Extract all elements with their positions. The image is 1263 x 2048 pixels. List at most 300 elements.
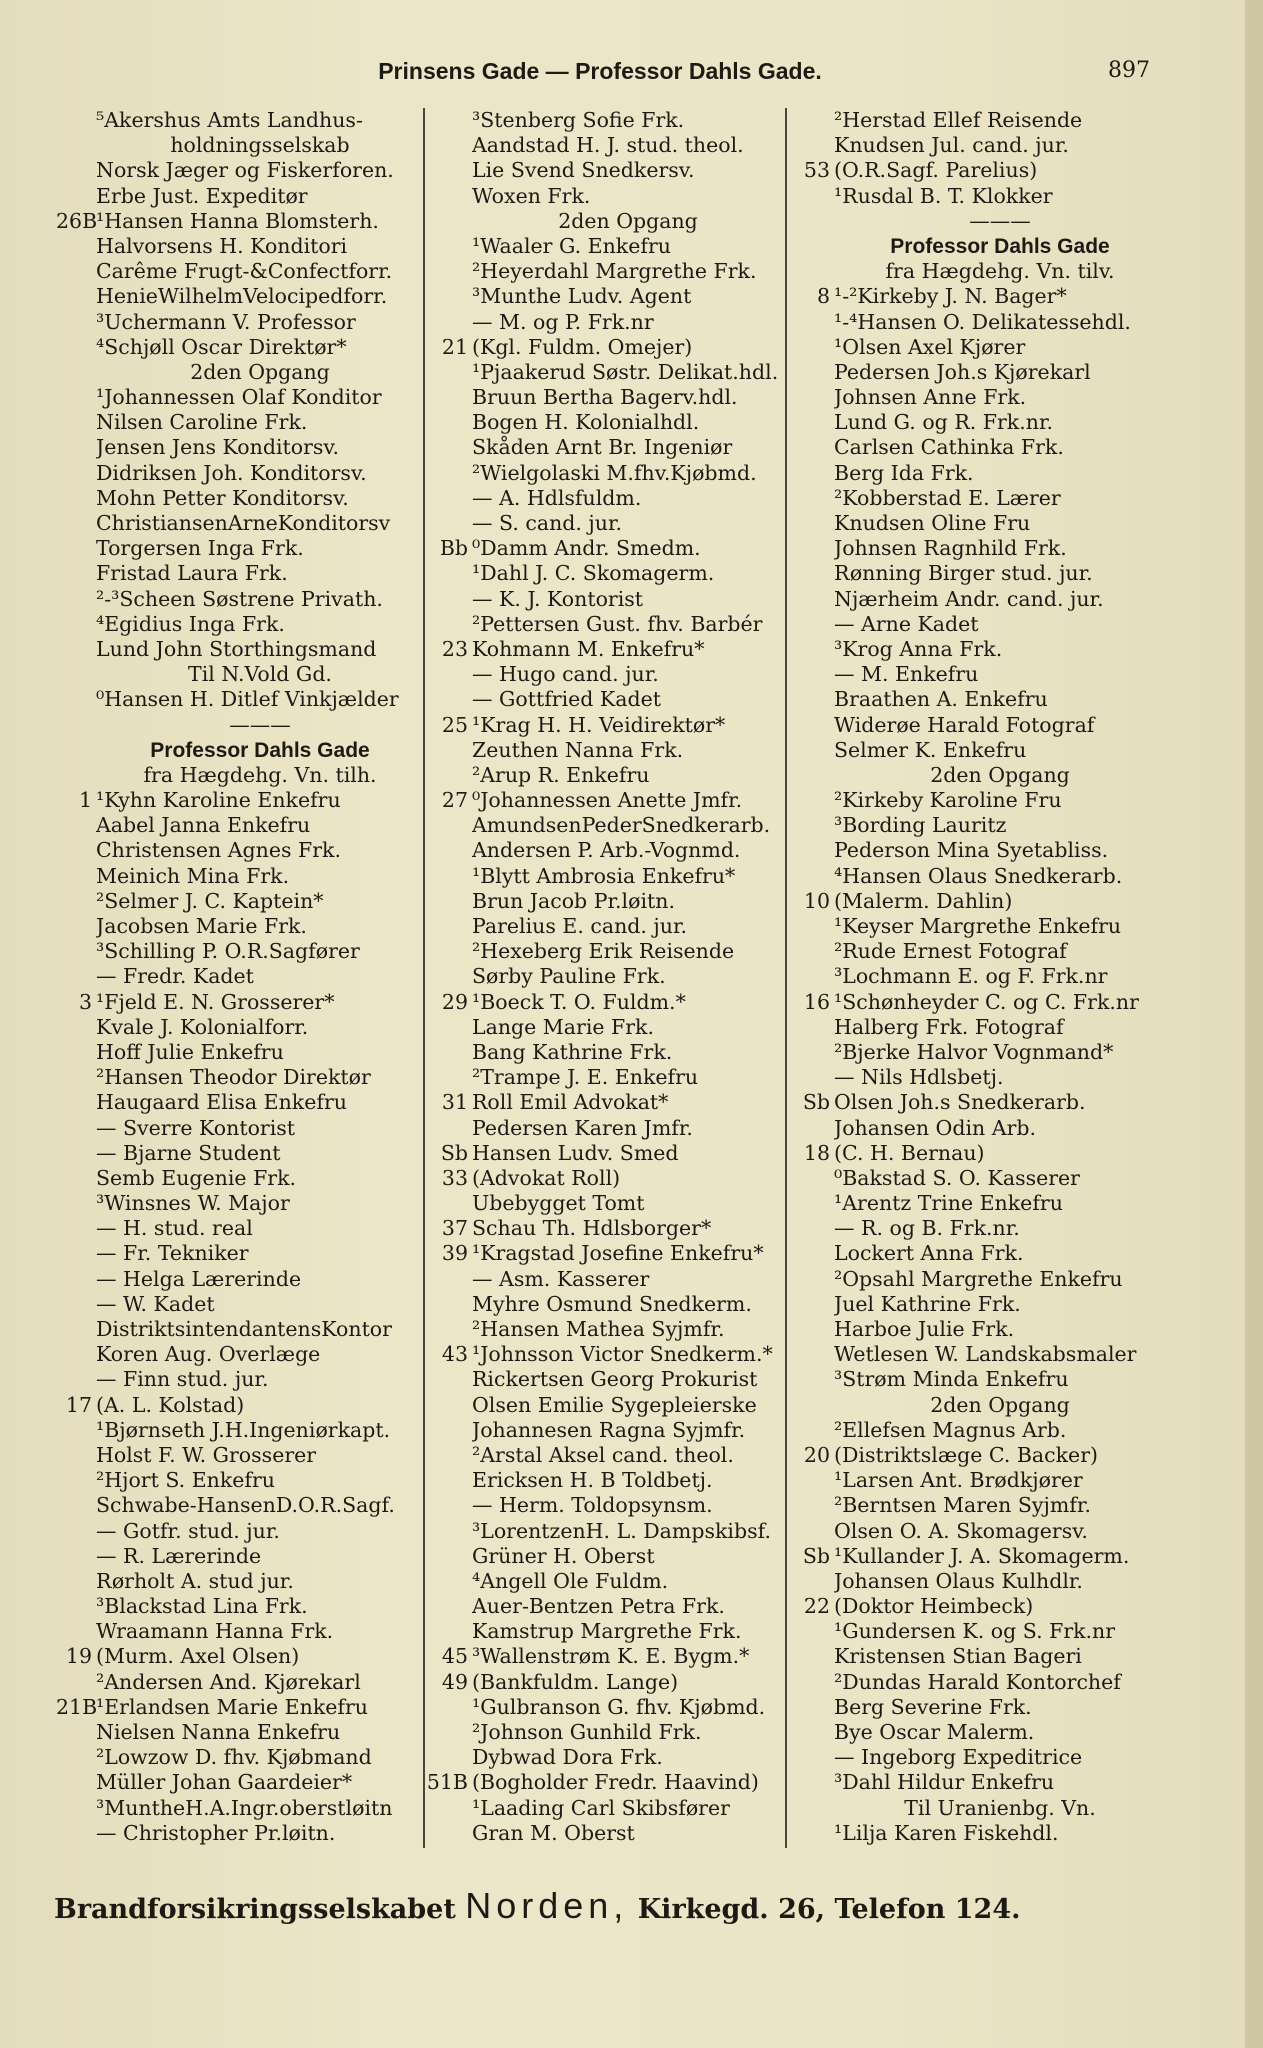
house-number bbox=[56, 1015, 96, 1040]
entry-text: Rickertsen Georg Prokurist bbox=[472, 1367, 758, 1392]
house-number bbox=[786, 1418, 834, 1443]
house-number bbox=[786, 133, 834, 158]
house-number bbox=[56, 1141, 96, 1166]
house-number bbox=[786, 612, 834, 637]
directory-entry bbox=[786, 1292, 1166, 1317]
directory-entry bbox=[424, 511, 784, 536]
house-number bbox=[56, 158, 96, 183]
directory-entry bbox=[424, 813, 784, 838]
house-number bbox=[56, 889, 96, 914]
house-number bbox=[786, 1342, 834, 1367]
house-number bbox=[786, 1065, 834, 1090]
entry-text: Johnsen Ragnhild Frk. bbox=[834, 536, 1067, 561]
entry-text: (Bankfuldm. Lange) bbox=[472, 1669, 679, 1694]
entry-text: ³Krog Anna Frk. bbox=[834, 636, 1003, 661]
house-number bbox=[56, 461, 96, 486]
directory-entry bbox=[786, 662, 1166, 687]
directory-entry bbox=[786, 914, 1166, 939]
directory-entry bbox=[56, 486, 424, 511]
directory-entry bbox=[786, 838, 1166, 863]
directory-entry bbox=[56, 838, 424, 863]
directory-entry bbox=[424, 1493, 784, 1518]
entry-text: Semb Eugenie Frk. bbox=[96, 1165, 297, 1190]
house-number bbox=[56, 1267, 96, 1292]
house-number bbox=[56, 1594, 96, 1619]
house-number bbox=[56, 1745, 96, 1770]
directory-entry bbox=[56, 1443, 424, 1468]
directory-entry bbox=[786, 385, 1166, 410]
entry-text: ²-³Scheen Søstrene Privath. bbox=[96, 586, 383, 611]
directory-entry bbox=[786, 1619, 1166, 1644]
entry-text: ²Dundas Harald Kontorchef bbox=[834, 1669, 1121, 1694]
directory-entry bbox=[424, 612, 784, 637]
entry-text: ³Bording Lauritz bbox=[834, 813, 1007, 838]
directory-column-1 bbox=[56, 108, 424, 1846]
house-number bbox=[424, 1619, 472, 1644]
house-number bbox=[56, 813, 96, 838]
entry-text: ²Johnson Gunhild Frk. bbox=[472, 1720, 702, 1744]
house-number bbox=[56, 259, 96, 284]
directory-entry bbox=[786, 1393, 1166, 1418]
house-number bbox=[56, 486, 96, 511]
entry-text: ²Rude Ernest Fotograf bbox=[834, 939, 1067, 964]
directory-entry bbox=[56, 1241, 424, 1266]
directory-entry bbox=[56, 1367, 424, 1392]
entry-text: (A. L. Kolstad) bbox=[96, 1392, 245, 1417]
entry-text: ⁰Bakstad S. O. Kasserer bbox=[834, 1165, 1080, 1190]
entry-text: — Finn stud. jur. bbox=[96, 1367, 269, 1392]
directory-entry bbox=[56, 1745, 424, 1770]
directory-entry bbox=[56, 1544, 424, 1569]
entry-text: Didriksen Joh. Konditorsv. bbox=[96, 460, 367, 485]
entry-text: ²Wielgolaski M.fhv.Kjøbmd. bbox=[472, 460, 757, 485]
directory-entry bbox=[424, 1090, 784, 1115]
directory-entry bbox=[424, 1745, 784, 1770]
entry-text: 2den Opgang bbox=[930, 762, 1070, 787]
entry-text: Berg Severine Frk. bbox=[834, 1694, 1032, 1719]
entry-text: Professor Dahls Gade bbox=[150, 738, 370, 762]
entry-text: Widerøe Harald Fotograf bbox=[834, 712, 1095, 737]
entry-text: ⁴Schjøll Oscar Direktør* bbox=[96, 334, 347, 359]
entry-text: — K. J. Kontorist bbox=[472, 586, 644, 611]
entry-text: — H. stud. real bbox=[96, 1216, 253, 1241]
entry-text: Johannesen Ragna Syjmfr. bbox=[472, 1417, 746, 1442]
directory-entry bbox=[56, 864, 424, 889]
house-number bbox=[424, 763, 472, 788]
directory-entry bbox=[56, 1342, 424, 1367]
entry-text: ¹-⁴Hansen O. Delikatessehdl. bbox=[834, 309, 1131, 334]
entry-text: ——— bbox=[229, 712, 291, 737]
house-number bbox=[424, 461, 472, 486]
house-number: 3 bbox=[78, 989, 92, 1014]
house-number bbox=[786, 1191, 834, 1216]
directory-entry bbox=[786, 763, 1166, 788]
house-number bbox=[424, 1065, 472, 1090]
entry-text: Brun Jacob Pr.løitn. bbox=[472, 888, 675, 913]
entry-text: ³Strøm Minda Enkefru bbox=[834, 1367, 1069, 1392]
directory-entry bbox=[424, 561, 784, 586]
house-number bbox=[424, 158, 472, 183]
directory-entry bbox=[56, 1670, 424, 1695]
directory-entry bbox=[786, 1670, 1166, 1695]
directory-entry bbox=[786, 133, 1166, 158]
entry-text: — M. Enkefru bbox=[834, 662, 979, 687]
house-number bbox=[424, 1040, 472, 1065]
directory-entry bbox=[424, 587, 784, 612]
directory-entry bbox=[56, 234, 424, 259]
house-number bbox=[786, 1770, 834, 1795]
entry-text: ²Herstad Ellef Reisende bbox=[834, 108, 1083, 132]
house-number bbox=[56, 1670, 96, 1695]
house-number bbox=[424, 259, 472, 284]
directory-entry bbox=[56, 813, 424, 838]
entry-text: Bruun Bertha Bagerv.hdl. bbox=[472, 385, 738, 410]
house-number bbox=[424, 561, 472, 586]
entry-text: ¹Keyser Margrethe Enkefru bbox=[834, 914, 1122, 938]
entry-text: ¹Kragstad Josefine Enkefru* bbox=[472, 1241, 764, 1266]
house-number bbox=[424, 587, 472, 612]
directory-entry bbox=[424, 1670, 784, 1695]
house-number bbox=[56, 1569, 96, 1594]
directory-entry bbox=[786, 1267, 1166, 1292]
entry-text: Bang Kathrine Frk. bbox=[472, 1039, 673, 1064]
house-number bbox=[56, 536, 96, 561]
entry-text: Lund John Storthingsmand bbox=[96, 636, 377, 661]
house-number: 8 bbox=[816, 284, 830, 309]
entry-text: ¹Johnsson Victor Snedkerm.* bbox=[472, 1342, 773, 1367]
house-number bbox=[786, 360, 834, 385]
house-number bbox=[424, 889, 472, 914]
directory-entry bbox=[56, 1695, 424, 1720]
house-number bbox=[786, 234, 834, 259]
directory-entry bbox=[786, 1418, 1166, 1443]
house-number bbox=[56, 1292, 96, 1317]
entry-text: ¹Boeck T. O. Fuldm.* bbox=[472, 989, 686, 1014]
house-number bbox=[56, 133, 96, 158]
footer-address: Kirkegd. 26, Telefon 124. bbox=[637, 1894, 1021, 1925]
entry-text: holdningsselskab bbox=[170, 133, 350, 158]
entry-text: Erbe Just. Expeditør bbox=[96, 183, 308, 208]
house-number bbox=[424, 385, 472, 410]
directory-entry bbox=[56, 1292, 424, 1317]
directory-entry bbox=[424, 1166, 784, 1191]
house-number bbox=[56, 108, 96, 133]
directory-entry bbox=[424, 990, 784, 1015]
house-number bbox=[56, 1367, 96, 1392]
directory-entry bbox=[424, 360, 784, 385]
entry-text: Johansen Odin Arb. bbox=[834, 1115, 1037, 1140]
entry-text: Meinich Mina Frk. bbox=[96, 863, 290, 888]
house-number bbox=[786, 738, 834, 763]
directory-entry bbox=[424, 435, 784, 460]
entry-text: ²Selmer J. C. Kaptein* bbox=[96, 888, 324, 913]
house-number: 1 bbox=[78, 788, 92, 813]
house-number bbox=[786, 1493, 834, 1518]
directory-entry bbox=[424, 864, 784, 889]
entry-text: Johansen Olaus Kulhdlr. bbox=[834, 1568, 1083, 1593]
entry-text: fra Hægdehg. Vn. tilv. bbox=[885, 259, 1115, 284]
directory-entry bbox=[424, 1443, 784, 1468]
house-number bbox=[56, 234, 96, 259]
directory-entry bbox=[786, 335, 1166, 360]
directory-entry bbox=[424, 1468, 784, 1493]
house-number bbox=[424, 939, 472, 964]
directory-entry bbox=[56, 1594, 424, 1619]
house-number bbox=[56, 1493, 96, 1518]
entry-text: ⁰Johannessen Anette Jmfr. bbox=[472, 788, 743, 813]
house-number bbox=[56, 637, 96, 662]
entry-text: ²Berntsen Maren Syjmfr. bbox=[834, 1493, 1091, 1518]
entry-text: Rørholt A. stud jur. bbox=[96, 1568, 294, 1593]
directory-entry bbox=[424, 713, 784, 738]
house-number: 23 bbox=[441, 636, 468, 661]
entry-text: ⁰Damm Andr. Smedm. bbox=[472, 536, 701, 561]
house-number bbox=[56, 1241, 96, 1266]
entry-text: ¹Olsen Axel Kjører bbox=[834, 334, 1026, 359]
entry-text: ²Hansen Mathea Syjmfr. bbox=[472, 1317, 725, 1341]
house-number bbox=[424, 1695, 472, 1720]
entry-text: — R. Lærerinde bbox=[96, 1543, 262, 1568]
house-number bbox=[56, 1166, 96, 1191]
directory-entry bbox=[786, 184, 1166, 209]
house-number bbox=[786, 184, 834, 209]
house-number bbox=[786, 1116, 834, 1141]
directory-entry bbox=[424, 486, 784, 511]
entry-text: Carlsen Cathinka Frk. bbox=[834, 435, 1064, 460]
entry-text: ¹Laading Carl Skibsfører bbox=[472, 1795, 730, 1820]
entry-text: ¹Gulbranson G. fhv. Kjøbmd. bbox=[472, 1694, 766, 1719]
house-number bbox=[786, 1720, 834, 1745]
house-number bbox=[424, 1443, 472, 1468]
house-number bbox=[786, 536, 834, 561]
house-number bbox=[786, 1241, 834, 1266]
entry-text: Fristad Laura Frk. bbox=[96, 561, 288, 586]
house-number: 45 bbox=[441, 1644, 468, 1669]
entry-text: ⁵Akershus Amts Landhus- bbox=[96, 108, 363, 132]
directory-entry bbox=[424, 158, 784, 183]
house-number bbox=[786, 587, 834, 612]
entry-text: — W. Kadet bbox=[96, 1291, 215, 1316]
house-number: 22 bbox=[803, 1594, 830, 1619]
house-number bbox=[424, 1116, 472, 1141]
house-number: 25 bbox=[441, 712, 468, 737]
house-number: 18 bbox=[803, 1140, 830, 1165]
directory-entry bbox=[56, 133, 424, 158]
house-number bbox=[424, 184, 472, 209]
entry-text: ⁴Angell Ole Fuldm. bbox=[472, 1568, 669, 1593]
directory-entry bbox=[56, 587, 424, 612]
entry-text: 2den Opgang bbox=[558, 208, 698, 233]
directory-entry bbox=[786, 713, 1166, 738]
entry-text: DistriktsintendantensKontor bbox=[96, 1317, 392, 1341]
directory-entry bbox=[56, 1015, 424, 1040]
house-number bbox=[424, 1292, 472, 1317]
directory-entry bbox=[424, 889, 784, 914]
directory-entry bbox=[786, 1040, 1166, 1065]
directory-entry bbox=[786, 1594, 1166, 1619]
directory-entry bbox=[786, 209, 1166, 234]
house-number bbox=[786, 637, 834, 662]
entry-text: Olsen O. A. Skomagersv. bbox=[834, 1518, 1088, 1543]
directory-entry bbox=[786, 1090, 1166, 1115]
directory-entry bbox=[56, 612, 424, 637]
directory-entry bbox=[786, 1141, 1166, 1166]
directory-entry bbox=[424, 1191, 784, 1216]
directory-entry bbox=[786, 788, 1166, 813]
house-number: 21B bbox=[56, 1694, 98, 1719]
entry-text: ³Munthe Ludv. Agent bbox=[472, 284, 692, 309]
house-number bbox=[56, 1821, 96, 1846]
entry-text: Pedersen Karen Jmfr. bbox=[472, 1115, 693, 1140]
directory-entry bbox=[424, 914, 784, 939]
entry-text: Dybwad Dora Frk. bbox=[472, 1745, 663, 1770]
house-number bbox=[56, 914, 96, 939]
entry-text: — Gottfried Kadet bbox=[472, 687, 661, 712]
entry-text: — Asm. Kasserer bbox=[472, 1266, 650, 1291]
directory-entry bbox=[424, 1796, 784, 1821]
directory-entry bbox=[56, 1040, 424, 1065]
entry-text: ¹Schønheyder C. og C. Frk.nr bbox=[834, 989, 1139, 1014]
directory-entry bbox=[56, 461, 424, 486]
entry-text: ²Pettersen Gust. fhv. Barbér bbox=[472, 611, 763, 636]
entry-text: Ericksen H. B Toldbetj. bbox=[472, 1468, 713, 1493]
house-number bbox=[56, 1519, 96, 1544]
house-number: Sb bbox=[802, 1543, 830, 1568]
directory-entry bbox=[786, 687, 1166, 712]
entry-text: — Sverre Kontorist bbox=[96, 1115, 296, 1140]
directory-entry bbox=[786, 234, 1166, 259]
entry-text: Aabel Janna Enkefru bbox=[96, 813, 311, 838]
directory-entry bbox=[424, 939, 784, 964]
entry-text: Rønning Birger stud. jur. bbox=[834, 561, 1093, 586]
house-number bbox=[56, 360, 96, 385]
directory-column-2 bbox=[424, 108, 784, 1846]
house-number bbox=[424, 1544, 472, 1569]
entry-text: HenieWilhelmVelocipedforr. bbox=[96, 284, 388, 309]
entry-text: ³Lochmann E. og F. Frk.nr bbox=[834, 964, 1108, 989]
house-number: 10 bbox=[803, 888, 830, 913]
directory-entry bbox=[56, 1821, 424, 1846]
house-number bbox=[56, 763, 96, 788]
directory-entry bbox=[786, 108, 1166, 133]
directory-entry bbox=[56, 713, 424, 738]
house-number bbox=[56, 1191, 96, 1216]
directory-entry bbox=[786, 964, 1166, 989]
footer-company-prefix: Brandforsikringsselskabet bbox=[54, 1894, 456, 1925]
house-number bbox=[786, 1619, 834, 1644]
entry-text: ¹Lilja Karen Fiskehdl. bbox=[834, 1820, 1059, 1845]
entry-text: Lange Marie Frk. bbox=[472, 1014, 654, 1039]
entry-text: AmundsenPederSnedkerarb. bbox=[472, 813, 771, 838]
entry-text: Skåden Arnt Br. Ingeniør bbox=[472, 435, 733, 460]
directory-entry bbox=[786, 990, 1166, 1015]
entry-text: ²Bjerke Halvor Vognmand* bbox=[834, 1039, 1114, 1064]
entry-text: — R. og B. Frk.nr. bbox=[834, 1216, 1020, 1241]
directory-entry bbox=[56, 1141, 424, 1166]
house-number bbox=[786, 939, 834, 964]
directory-entry bbox=[56, 1644, 424, 1669]
house-number bbox=[56, 713, 96, 738]
entry-text: Müller Johan Gaardeier* bbox=[96, 1770, 353, 1795]
directory-entry bbox=[56, 1796, 424, 1821]
house-number: 27 bbox=[441, 788, 468, 813]
house-number bbox=[56, 1116, 96, 1141]
house-number bbox=[56, 284, 96, 309]
directory-entry bbox=[424, 1040, 784, 1065]
house-number bbox=[786, 788, 834, 813]
directory-entry bbox=[56, 1519, 424, 1544]
house-number: 51B bbox=[426, 1770, 468, 1795]
house-number bbox=[56, 1796, 96, 1821]
directory-entry bbox=[424, 1116, 784, 1141]
directory-entry bbox=[424, 108, 784, 133]
directory-entry bbox=[56, 1468, 424, 1493]
directory-entry bbox=[56, 1720, 424, 1745]
entry-text: Jensen Jens Konditorsv. bbox=[96, 435, 340, 460]
directory-entry bbox=[424, 1569, 784, 1594]
directory-entry bbox=[786, 561, 1166, 586]
house-number bbox=[424, 435, 472, 460]
entry-text: ²Kobberstad E. Lærer bbox=[834, 485, 1061, 510]
house-number bbox=[786, 209, 834, 234]
house-number bbox=[786, 713, 834, 738]
entry-text: ³Blackstad Lina Frk. bbox=[96, 1594, 308, 1619]
house-number bbox=[56, 864, 96, 889]
entry-text: ²Hexeberg Erik Reisende bbox=[472, 939, 735, 964]
directory-entry bbox=[424, 1695, 784, 1720]
house-number bbox=[786, 385, 834, 410]
directory-entry bbox=[56, 763, 424, 788]
house-number: 19 bbox=[65, 1644, 92, 1669]
directory-entry bbox=[786, 1015, 1166, 1040]
directory-entry bbox=[56, 536, 424, 561]
directory-entry bbox=[786, 1745, 1166, 1770]
entry-text: (Malerm. Dahlin) bbox=[834, 888, 1013, 913]
house-number bbox=[786, 1695, 834, 1720]
house-number bbox=[786, 1267, 834, 1292]
directory-entry bbox=[786, 1695, 1166, 1720]
entry-text: Bye Oscar Malerm. bbox=[834, 1720, 1035, 1744]
directory-entry bbox=[424, 662, 784, 687]
directory-entry bbox=[786, 637, 1166, 662]
entry-text: ¹Waaler G. Enkefru bbox=[472, 233, 671, 258]
entry-text: ⁴Egidius Inga Frk. bbox=[96, 611, 285, 636]
house-number bbox=[424, 1393, 472, 1418]
entry-text: ——— bbox=[969, 208, 1031, 233]
entry-text: Schwabe-HansenD.O.R.Sagf. bbox=[96, 1493, 395, 1518]
house-number bbox=[56, 1040, 96, 1065]
house-number bbox=[424, 1569, 472, 1594]
directory-entry bbox=[424, 1267, 784, 1292]
entry-text: (Advokat Roll) bbox=[472, 1165, 621, 1190]
house-number bbox=[424, 813, 472, 838]
directory-entry bbox=[786, 1367, 1166, 1392]
directory-entry bbox=[56, 990, 424, 1015]
entry-text: ¹Fjeld E. N. Grosserer* bbox=[96, 989, 335, 1014]
directory-entry bbox=[424, 838, 784, 863]
house-number bbox=[424, 1267, 472, 1292]
house-number bbox=[424, 1519, 472, 1544]
directory-entry bbox=[786, 1342, 1166, 1367]
directory-entry bbox=[786, 1166, 1166, 1191]
entry-text: Torgersen Inga Frk. bbox=[96, 536, 304, 561]
entry-text: Roll Emil Advokat* bbox=[472, 1090, 669, 1115]
directory-entry bbox=[56, 259, 424, 284]
entry-text: Holst F. W. Grosserer bbox=[96, 1442, 317, 1467]
entry-text: — Herm. Toldopsynsm. bbox=[472, 1493, 713, 1518]
entry-text: ¹Johannessen Olaf Konditor bbox=[96, 385, 382, 410]
house-number bbox=[786, 259, 834, 284]
